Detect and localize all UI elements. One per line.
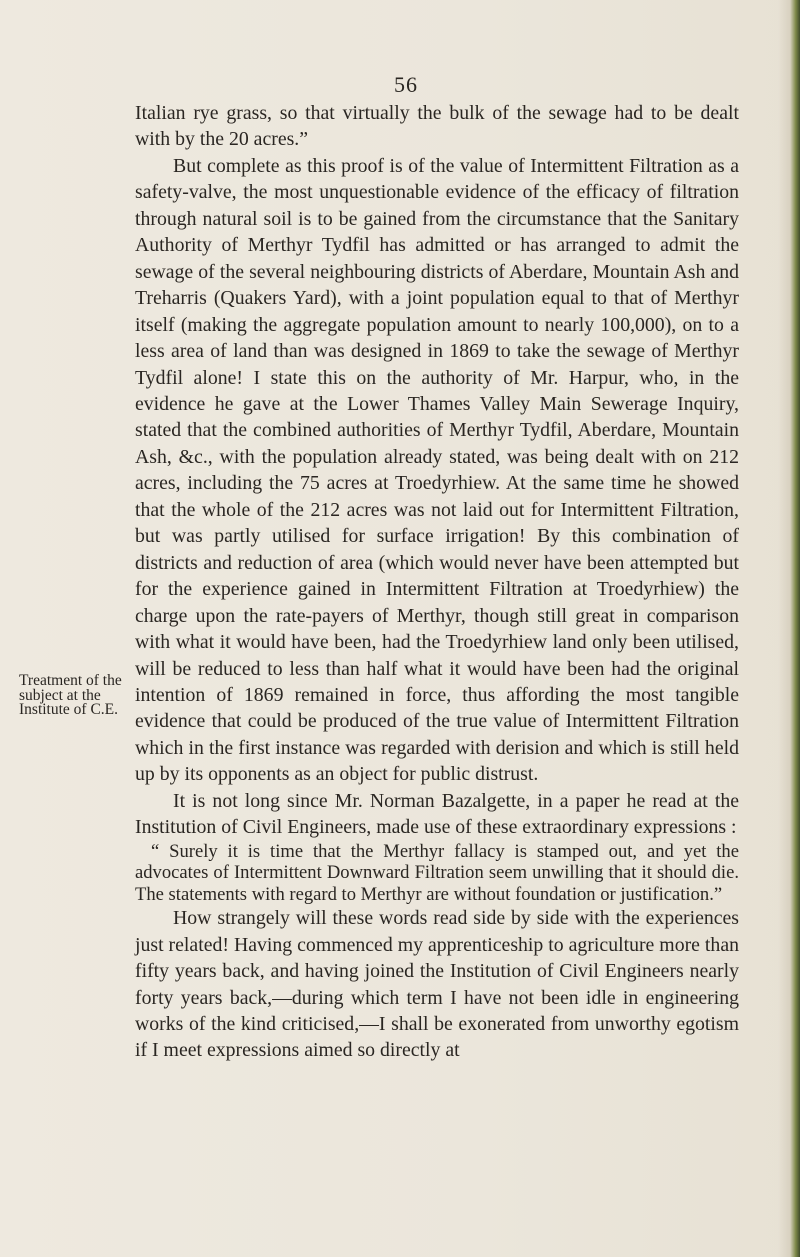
paragraph-closing: How strangely will these words read side by side with the experiences just related! Having commenced my apprenticeship to agriculture more than fifty years back, and having joined the Institution of Civil Engineers nearly forty years back,—during which term I have not been idle in engineering works of the kind criticised,—I shall be exonerated from unworthy egotism if I meet expressions aimed so directly at bbox=[135, 907, 739, 1062]
quotation: “ Surely it is time that the Merthyr fallacy is stamped out, and yet the advocates of Intermittent Downward Filtration seem unwilling that it should die. The statements with regard to Merthyr are without foundation or justification.” bbox=[135, 840, 739, 905]
page-number: 56 bbox=[394, 72, 418, 97]
paragraph-bazalgette: It is not long since Mr. Norman Bazalgette, in a paper he read at the Institution of Civil Engineers, made use of these extraordinary expressions : bbox=[135, 789, 739, 839]
body-text bbox=[135, 100, 739, 1064]
page-edge-shadow bbox=[778, 0, 800, 1257]
marginal-note: Treatment of the subject at the Institute of C.E. bbox=[19, 672, 122, 719]
paragraph-continuation: Italian rye grass, so that virtually the bulk of the sewage had to be dealt with by the 20 acres.” bbox=[135, 102, 739, 151]
paragraph-merthyr-evidence: But complete as this proof is of the value of Intermittent Filtration as a safety-valve, the most unquestionable evidence of the efficacy of filtration through natural soil is to be gained from the circumstance that the Sanitary Authority of Merthyr Tydfil has admitted or has arranged to admit the sewage of the several neighbouring districts of Aberdare, Mountain Ash and Treharris (Quakers Yard), with a joint population equal to that of Merthyr itself (making the aggregate population amount to nearly 100,000), on to a less area of land than was designed in 1869 to take the sewage of Merthyr Tydfil alone! I state this on the authority of Mr. Harpur, who, in the evidence he gave at the Lower Thames Valley Main Sewerage Inquiry, stated that the combined authorities of Merthyr Tydfil, Aberdare, Mountain Ash, &c., with the population already stated, was being dealt with on 212 acres, including the 75 acres at Troedyrhiew. At the same time he showed that the whole of the 212 acres was not laid out for Intermittent Filtration, but was partly utilised for surface irrigation! By this combination of districts and reduction of area (which would never have been attempted but for the experience gained in Intermittent Filtration at Troedyrhiew) the charge upon the rate-payers of Merthyr, though still great in comparison with what it would have been, had the Troedyrhiew land only been utilised, will be reduced to less than half what it would have been had the original intention of 1869 remained in force, thus affording the most tangible evidence that could be produced of the true value of Intermittent Filtration which in the first instance was regarded with derision and which is still held up by its opponents as an object for public distrust. bbox=[135, 154, 739, 786]
